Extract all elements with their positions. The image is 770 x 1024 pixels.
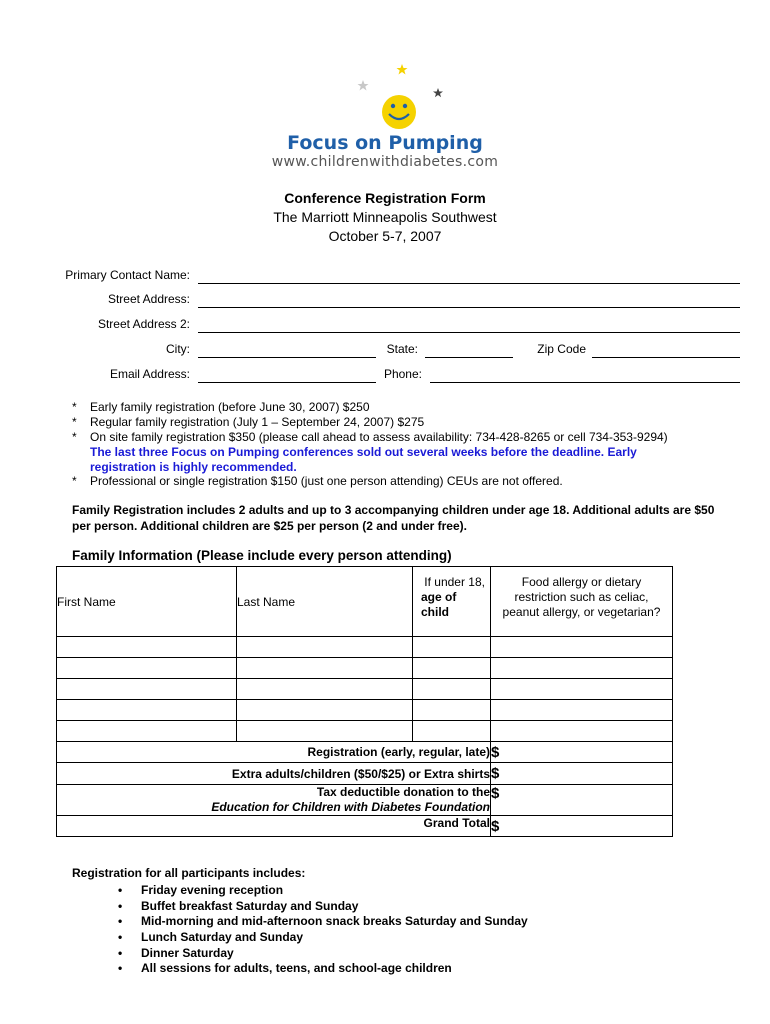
food-allergy-header: Food allergy or dietary restriction such as celiac, peanut allergy, or vegetarian?	[491, 567, 673, 637]
extras-total-row	[57, 763, 673, 785]
donation-label-line1: Tax deductible donation to the	[316, 785, 490, 799]
donation-label	[57, 785, 491, 816]
food-allergy-cell[interactable]	[491, 637, 673, 658]
list-item: • Dinner Saturday	[118, 946, 528, 962]
form-title: Conference Registration Form	[284, 190, 486, 206]
phone-field[interactable]	[430, 382, 740, 383]
extras-amount[interactable]: $	[491, 763, 673, 785]
state-label: State:	[386, 342, 418, 356]
first-name-cell[interactable]	[57, 679, 237, 700]
bullet-marker: *	[72, 430, 77, 444]
age-header-line1: If under 18,	[424, 575, 485, 589]
grand-total-row	[57, 816, 673, 837]
email-field[interactable]	[198, 382, 376, 383]
donation-row	[57, 785, 673, 816]
registration-label: Registration (early, regular, late)	[57, 742, 491, 763]
age-cell[interactable]	[413, 700, 491, 721]
bullet-marker: *	[72, 415, 77, 429]
food-allergy-cell[interactable]	[491, 679, 673, 700]
table-row	[57, 679, 673, 700]
grand-total-label: Grand Total	[57, 816, 491, 837]
age-header	[413, 567, 491, 637]
family-registration-note: Family Registration includes 2 adults and up to 3 accompanying children under age 18. Additional adults are $50 per person. Additional children are $25 per person (2 and under free).	[72, 503, 715, 533]
registration-amount[interactable]: $	[491, 742, 673, 763]
family-info-heading: Family Information (Please include every person attending)	[72, 548, 452, 563]
first-name-cell[interactable]	[57, 637, 237, 658]
venue: The Marriott Minneapolis Southwest	[273, 209, 497, 225]
list-item: • Friday evening reception	[118, 883, 528, 899]
logo-url: www.childrenwithdiabetes.com	[271, 154, 499, 170]
first-name-cell[interactable]	[57, 700, 237, 721]
includes-title: Registration for all participants includes:	[72, 866, 306, 880]
street-address-field[interactable]	[198, 307, 740, 308]
donation-organization: Education for Children with Diabetes Foundation	[211, 800, 490, 814]
last-name-cell[interactable]	[237, 721, 413, 742]
primary-contact-field[interactable]	[198, 283, 740, 284]
last-name-cell[interactable]	[237, 658, 413, 679]
age-header-line3: child	[421, 605, 450, 619]
last-name-cell[interactable]	[237, 679, 413, 700]
city-field[interactable]	[198, 357, 376, 358]
street-address-2-label: Street Address 2:	[97, 317, 190, 331]
zip-field[interactable]	[592, 357, 740, 358]
street-address-2-field[interactable]	[198, 332, 740, 333]
food-allergy-cell[interactable]	[491, 721, 673, 742]
first-name-cell[interactable]	[57, 721, 237, 742]
list-item: • Buffet breakfast Saturday and Sunday	[118, 899, 528, 915]
last-name-cell[interactable]	[237, 637, 413, 658]
table-row	[57, 700, 673, 721]
last-name-cell[interactable]	[237, 700, 413, 721]
registration-total-row	[57, 742, 673, 763]
bullet-marker: *	[72, 474, 77, 488]
bullet-marker: *	[72, 400, 77, 414]
professional-registration: Professional or single registration $150 (just one person attending) CEUs are not offered.	[90, 474, 563, 488]
email-label: Email Address:	[109, 367, 190, 381]
food-allergy-cell[interactable]	[491, 658, 673, 679]
table-row	[57, 637, 673, 658]
list-item: • All sessions for adults, teens, and school-age children	[118, 961, 528, 977]
street-address-label: Street Address:	[107, 292, 190, 306]
age-header-line2: age of	[421, 590, 457, 604]
state-field[interactable]	[425, 357, 513, 358]
onsite-registration: On site family registration $350 (please call ahead to assess availability: 734-428-8265 or cell 734-353-9294)	[90, 430, 668, 444]
age-cell[interactable]	[413, 637, 491, 658]
grand-total-amount[interactable]: $	[491, 816, 673, 837]
includes-list	[118, 883, 528, 977]
table-header-row	[57, 567, 673, 637]
focus-on-pumping-logo	[0, 0, 770, 180]
city-label: City:	[166, 342, 190, 356]
donation-amount[interactable]: $	[491, 785, 673, 816]
phone-label: Phone:	[383, 367, 422, 381]
list-item: • Lunch Saturday and Sunday	[118, 930, 528, 946]
food-allergy-cell[interactable]	[491, 700, 673, 721]
early-registration: Early family registration (before June 30, 2007) $250	[90, 400, 370, 414]
family-table	[56, 566, 673, 837]
table-row	[57, 658, 673, 679]
extras-label: Extra adults/children ($50/$25) or Extra shirts	[57, 763, 491, 785]
list-item: • Mid-morning and mid-afternoon snack breaks Saturday and Sunday	[118, 914, 528, 930]
zip-label: Zip Code	[537, 342, 586, 356]
age-cell[interactable]	[413, 721, 491, 742]
age-cell[interactable]	[413, 679, 491, 700]
last-name-header: Last Name	[237, 567, 413, 637]
smiley-star-icon	[0, 0, 770, 130]
primary-contact-label: Primary Contact Name:	[65, 268, 190, 282]
first-name-header: First Name	[57, 567, 237, 637]
logo-title: Focus on Pumping	[287, 132, 483, 154]
sold-out-notice: The last three Focus on Pumping conferences sold out several weeks before the deadline. Early registration is highly recommended.	[90, 445, 637, 474]
regular-registration: Regular family registration (July 1 – September 24, 2007) $275	[90, 415, 425, 429]
age-cell[interactable]	[413, 658, 491, 679]
conference-dates: October 5-7, 2007	[328, 228, 442, 244]
first-name-cell[interactable]	[57, 658, 237, 679]
table-row	[57, 721, 673, 742]
